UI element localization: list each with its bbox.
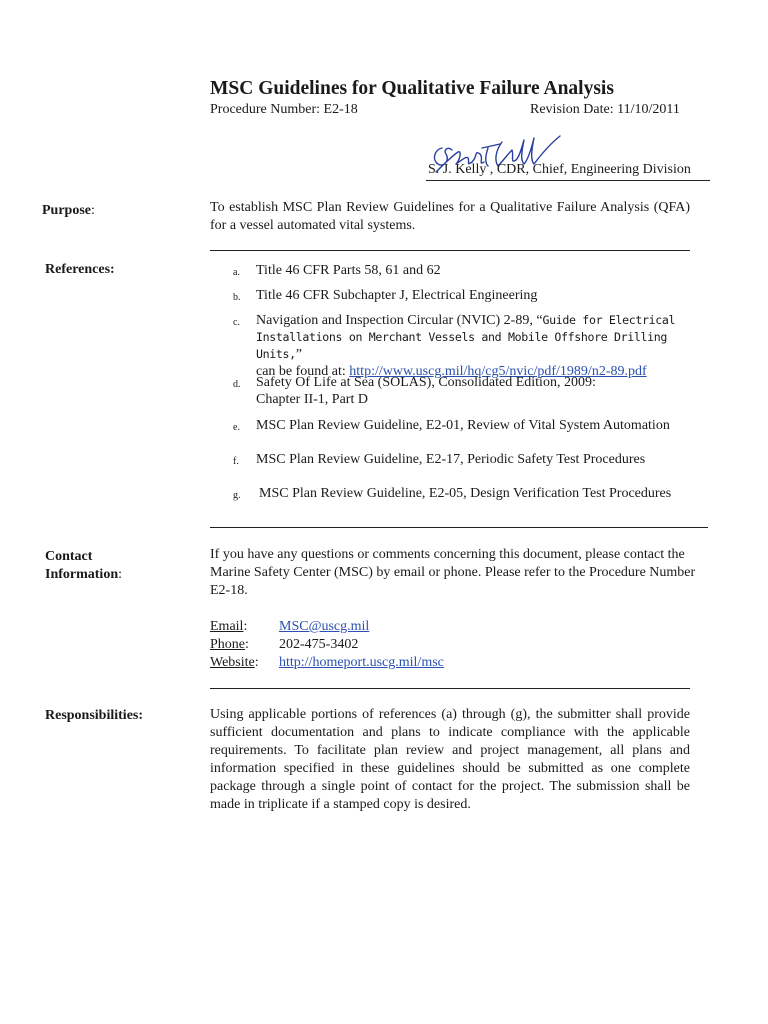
reference-text: Title 46 CFR Subchapter J, Electrical Engineering: [256, 288, 538, 303]
reference-text: Title 46 CFR Parts 58, 61 and 62: [256, 263, 441, 278]
list-marker: f.: [233, 456, 239, 467]
email-label: Email:: [210, 619, 248, 634]
reference-text: MSC Plan Review Guideline, E2-17, Periodic Safety Test Procedures: [256, 452, 646, 467]
section-divider: [210, 527, 708, 528]
list-marker: g.: [233, 490, 241, 501]
responsibilities-text: Using applicable portions of references (a) through (g), the submitter shall provide sufficient documentation and plans to indicate compliance with the applicable requirements. To facilitate plan review and project management, all plans and information specified in these guidelines should be submitted as one complete package through a single point of contact for the project. The submission shall be made in triplicate if a stamped copy is desired.: [210, 707, 690, 812]
reference-text: Navigation and Inspection Circular (NVIC) 2-89, “Guide for Electrical Installations on Merchant Vessels and Mobile Offshore Drilling Units,” can be found at: http://www.uscg.mil/hq/cg5/nvic/pdf/1989/n2-89.pdf: [256, 313, 676, 379]
contact-label: Contact Information:: [45, 549, 123, 582]
signer-line: S. J. Kelly , CDR, Chief, Engineering Division: [428, 162, 691, 177]
website-label: Website:: [210, 655, 259, 670]
page-title: MSC Guidelines for Qualitative Failure Analysis: [210, 78, 614, 99]
website-link[interactable]: http://homeport.uscg.mil/msc: [279, 655, 444, 670]
reference-text: MSC Plan Review Guideline, E2-01, Review of Vital System Automation: [256, 418, 670, 433]
email-link[interactable]: MSC@uscg.mil: [279, 619, 370, 634]
list-marker: d.: [233, 379, 241, 390]
phone-label: Phone:: [210, 637, 249, 652]
responsibilities-label: Responsibilities:: [45, 708, 144, 723]
procedure-number: Procedure Number: E2-18: [210, 102, 358, 117]
list-marker: c.: [233, 317, 240, 328]
section-divider: [210, 688, 690, 689]
signature-divider: [426, 180, 710, 181]
list-marker: e.: [233, 422, 240, 433]
references-label: References:: [45, 262, 115, 277]
reference-text: MSC Plan Review Guideline, E2-05, Design Verification Test Procedures: [259, 486, 672, 501]
reference-text: Safety Of Life at Sea (SOLAS), Consolidated Edition, 2009: Chapter II-1, Part D: [256, 375, 596, 407]
revision-date: Revision Date: 11/10/2011: [530, 102, 680, 117]
section-divider: [210, 250, 690, 251]
contact-text: If you have any questions or comments concerning this document, please contact the Marine Safety Center (MSC) by email or phone. Please refer to the Procedure Number E2-18.: [210, 547, 696, 598]
list-marker: a.: [233, 267, 240, 278]
nvic-link[interactable]: http://www.uscg.mil/hq/cg5/nvic/pdf/1989/n2-89.pdf: [349, 364, 647, 379]
purpose-text: To establish MSC Plan Review Guidelines for a Qualitative Failure Analysis (QFA) for a vessel automated vital systems.: [210, 200, 690, 233]
phone-number: 202-475-3402: [279, 637, 359, 652]
purpose-label: Purpose:: [42, 203, 95, 218]
list-marker: b.: [233, 292, 241, 303]
